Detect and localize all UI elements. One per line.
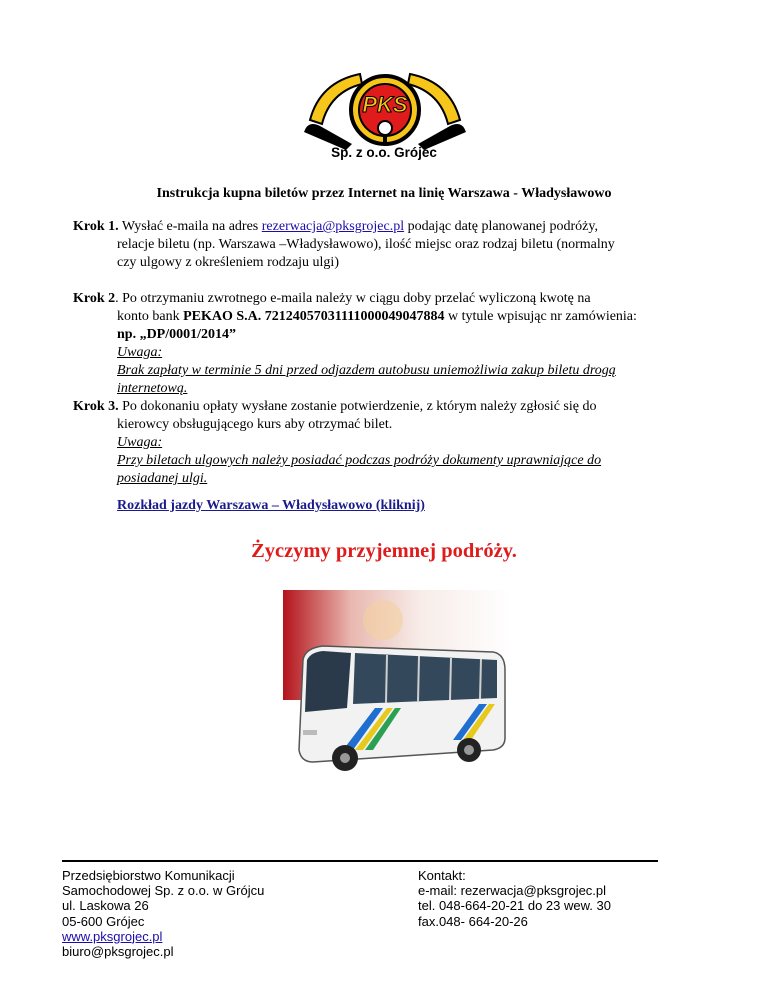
step-2-note-line-1: Brak zapłaty w terminie 5 dni przed odjazdem autobusu uniemożliwia zakup biletu drogą	[117, 363, 616, 378]
step-3-note-line-2: posiadanej ulgi.	[117, 471, 208, 486]
footer-contact-phone: tel. 048-664-20-21 do 23 wew. 30	[418, 898, 611, 914]
step-1-line-2: relacje biletu (np. Warszawa –Władysławowo), ilość miejsc oraz rodzaj biletu (normalny	[117, 237, 615, 252]
footer-contact-heading: Kontakt:	[418, 868, 466, 883]
logo-brand-text: PKS	[362, 92, 408, 117]
bank-account: PEKAO S.A. 72124057031111000049047884	[183, 309, 445, 324]
footer-contact-email: e-mail: rezerwacja@pksgrojec.pl	[418, 883, 607, 899]
step-2-line-2b: w tytule wpisując nr zamówienia:	[444, 309, 637, 324]
footer-website-link[interactable]: www.pksgrojec.pl	[62, 928, 163, 944]
footer-address-city: 05-600 Grójec	[62, 913, 145, 929]
step-3-label: Krok 3.	[73, 399, 119, 414]
step-1-label: Krok 1.	[73, 219, 119, 234]
step-3	[73, 398, 713, 488]
reservation-email-link[interactable]: rezerwacja@pksgrojec.pl	[261, 219, 405, 234]
footer-divider	[62, 860, 658, 862]
step-1-text: Wysłać e-maila na adres	[118, 219, 262, 234]
greeting-text: Życzymy przyjemnej podróży.	[251, 540, 517, 562]
bus-image	[283, 590, 511, 797]
step-2-note-line-2: internetową.	[117, 381, 188, 396]
footer-company	[62, 868, 264, 959]
step-2-label: Krok 2	[73, 291, 116, 306]
footer-contact-fax: fax.048- 664-20-26	[418, 913, 528, 929]
step-3-note-line-1: Przy biletach ulgowych należy posiadać podczas podróży dokumenty uprawniające do	[117, 453, 602, 468]
step-3-line-2: kierowcy obsługującego kurs aby otrzymać bilet.	[117, 417, 393, 432]
step-1	[73, 218, 713, 272]
page-title: Instrukcja kupna biletów przez Internet na linię Warszawa - Władysławowo	[156, 186, 612, 201]
logo-caption: Sp. z o.o. Grójec	[331, 145, 437, 160]
footer-address-street: ul. Laskowa 26	[62, 898, 149, 914]
timetable-link[interactable]: Rozkład jazdy Warszawa – Władysławowo (kliknij)	[117, 498, 425, 513]
step-1-line-3: czy ulgowy z określeniem rodzaju ulgi)	[117, 255, 339, 270]
step-2	[73, 290, 713, 398]
order-example: np. „DP/0001/2014”	[117, 327, 237, 342]
step-2-text: . Po otrzymaniu zwrotnego e-maila należy w ciągu doby przelać wyliczoną kwotę na	[115, 291, 591, 306]
footer-company-line-2: Samochodowej Sp. z o.o. w Grójcu	[62, 883, 265, 899]
footer-contact	[418, 868, 611, 929]
footer-company-line-1: Przedsiębiorstwo Komunikacji	[62, 868, 235, 883]
footer-office-email: biuro@pksgrojec.pl	[62, 944, 174, 960]
step-1-text-end: podając datę planowanej podróży,	[404, 219, 598, 234]
step-2-note-label: Uwaga:	[117, 345, 163, 360]
step-3-text: Po dokonaniu opłaty wysłane zostanie potwierdzenie, z którym należy zgłosić się do	[118, 399, 597, 414]
step-3-note-label: Uwaga:	[117, 435, 163, 450]
step-2-line-2a: konto bank	[117, 309, 184, 324]
